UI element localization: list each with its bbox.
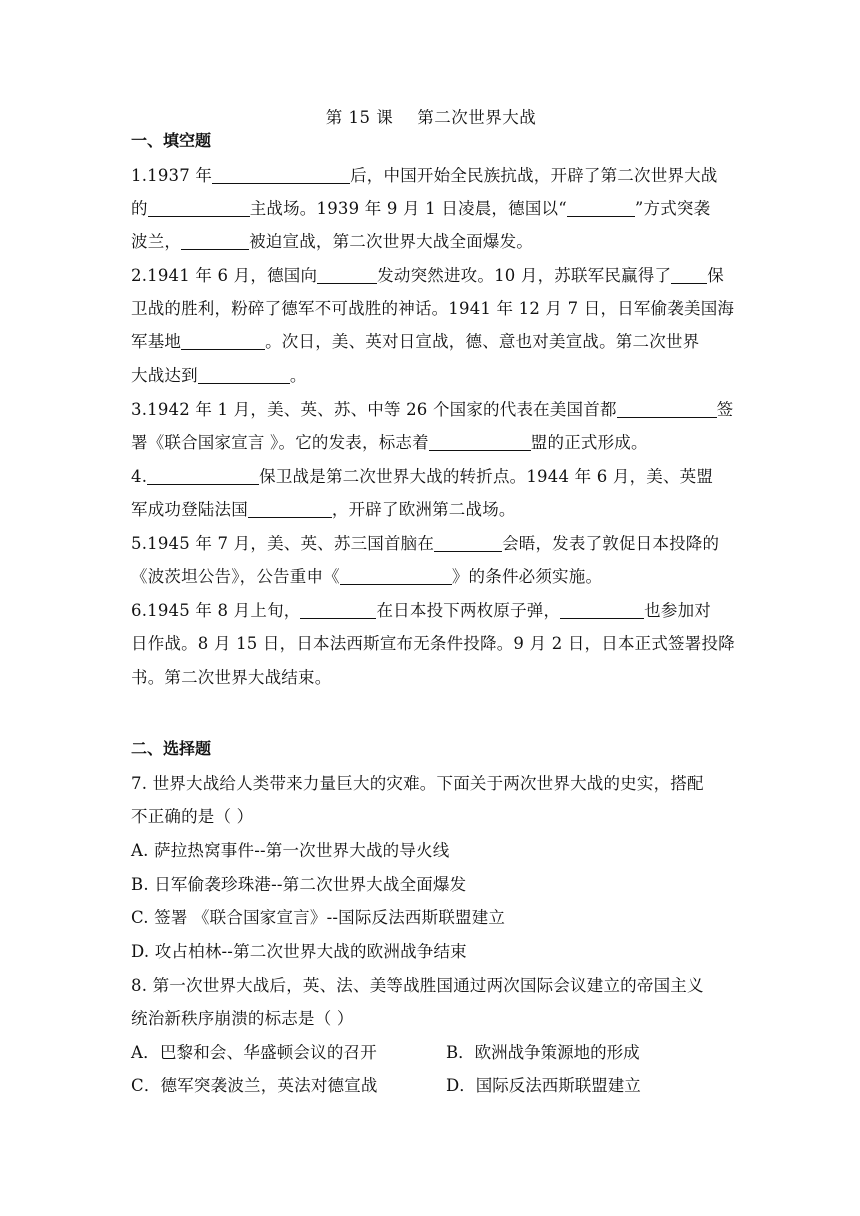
page-title xyxy=(131,104,731,128)
question-2-line-2: 卫战的胜利，粉碎了德军不可战胜的神话。1941 年 12 月 7 日，日军偷袭美国海 xyxy=(131,299,735,318)
question-7-stem-line-1: 7. 世界大战给人类带来力量巨大的灾难。下面关于两次世界大战的史实，搭配 xyxy=(131,774,704,793)
blank[interactable] xyxy=(300,602,376,619)
blank[interactable] xyxy=(181,233,249,250)
blank[interactable] xyxy=(671,267,707,284)
question-3-line-2: 署《联合国家宣言 》。它的发表，标志着 盟的正式形成。 xyxy=(131,433,648,452)
section-heading-choice: 二、选择题 xyxy=(131,739,212,758)
question-7-option-c[interactable]: C. 签署 《联合国家宣言》--国际反法西斯联盟建立 xyxy=(131,908,506,927)
question-6-line-2: 日作战。8 月 15 日，日本法西斯宣布无条件投降。9 月 2 日，日本正式签署投降 xyxy=(131,634,735,653)
lesson-number: 第 15 课 xyxy=(325,108,394,127)
question-7-option-b[interactable]: B. 日军偷袭珍珠港--第二次世界大战全面爆发 xyxy=(131,875,467,894)
question-2-line-3: 军基地 。次日，美、英对日宣战，德、意也对美宣战。第二次世界 xyxy=(131,332,700,351)
question-7-stem-line-2: 不正确的是（ ） xyxy=(131,807,254,826)
lesson-name: 第二次世界大战 xyxy=(417,108,537,127)
blank[interactable] xyxy=(617,401,717,418)
question-6-line-1: 6.1945 年 8 月上旬， 在日本投下两枚原子弹， 也参加对 xyxy=(131,601,711,620)
question-8-option-a[interactable]: A．巴黎和会、华盛顿会议的召开 xyxy=(131,1043,377,1062)
question-1-line-3: 波兰， 被迫宣战，第二次世界大战全面爆发。 xyxy=(131,232,534,251)
question-2-line-1: 2.1941 年 6 月，德国向 发动突然进攻。10 月，苏联军民赢得了 保 xyxy=(131,266,724,285)
question-5-line-1: 5.1945 年 7 月，美、英、苏三国首脑在 会晤，发表了敦促日本投降的 xyxy=(131,534,720,553)
blank[interactable] xyxy=(181,333,265,350)
blank[interactable] xyxy=(567,200,635,217)
section-heading-fill: 一、填空题 xyxy=(131,131,212,150)
question-8-stem-line-1: 8. 第一次世界大战后，英、法、美等战胜国通过两次国际会议建立的帝国主义 xyxy=(131,976,704,995)
question-5-line-2: 《波茨坦公告》，公告重申《 》的条件必须实施。 xyxy=(131,567,603,586)
question-8-option-c[interactable]: C．德军突袭波兰，英法对德宣战 xyxy=(131,1076,378,1095)
blank[interactable] xyxy=(148,200,250,217)
blank[interactable] xyxy=(248,501,332,518)
question-4-line-2: 军成功登陆法国 ，开辟了欧洲第二战场。 xyxy=(131,500,516,519)
question-7-option-a[interactable]: A. 萨拉热窝事件--第一次世界大战的导火线 xyxy=(131,841,450,860)
question-2-line-4: 大战达到 。 xyxy=(131,366,307,385)
blank[interactable] xyxy=(340,568,452,585)
question-1-line-1: 1.1937 年 后，中国开始全民族抗战，开辟了第二次世界大战 xyxy=(131,166,718,185)
question-8-stem-line-2: 统治新秩序崩溃的标志是（ ） xyxy=(131,1009,354,1028)
blank[interactable] xyxy=(147,468,259,485)
blank[interactable] xyxy=(198,367,290,384)
blank[interactable] xyxy=(560,602,644,619)
question-4-line-1: 4. 保卫战是第二次世界大战的转折点。1944 年 6 月，美、英盟 xyxy=(131,467,714,486)
question-1-line-2: 的 主战场。1939 年 9 月 1 日凌晨，德国以“ ”方式突袭 xyxy=(131,199,711,218)
question-6-line-3: 书。第二次世界大战结束。 xyxy=(131,668,332,687)
blank[interactable] xyxy=(212,167,350,184)
blank[interactable] xyxy=(317,267,377,284)
blank[interactable] xyxy=(434,535,502,552)
question-8-option-b[interactable]: B．欧洲战争策源地的形成 xyxy=(446,1043,640,1062)
question-3-line-1: 3.1942 年 1 月，美、英、苏、中等 26 个国家的代表在美国首都 签 xyxy=(131,400,734,419)
blank[interactable] xyxy=(429,434,531,451)
question-7-option-d[interactable]: D. 攻占柏林--第二次世界大战的欧洲战争结束 xyxy=(131,942,467,961)
question-8-option-d[interactable]: D．国际反法西斯联盟建立 xyxy=(446,1076,641,1095)
